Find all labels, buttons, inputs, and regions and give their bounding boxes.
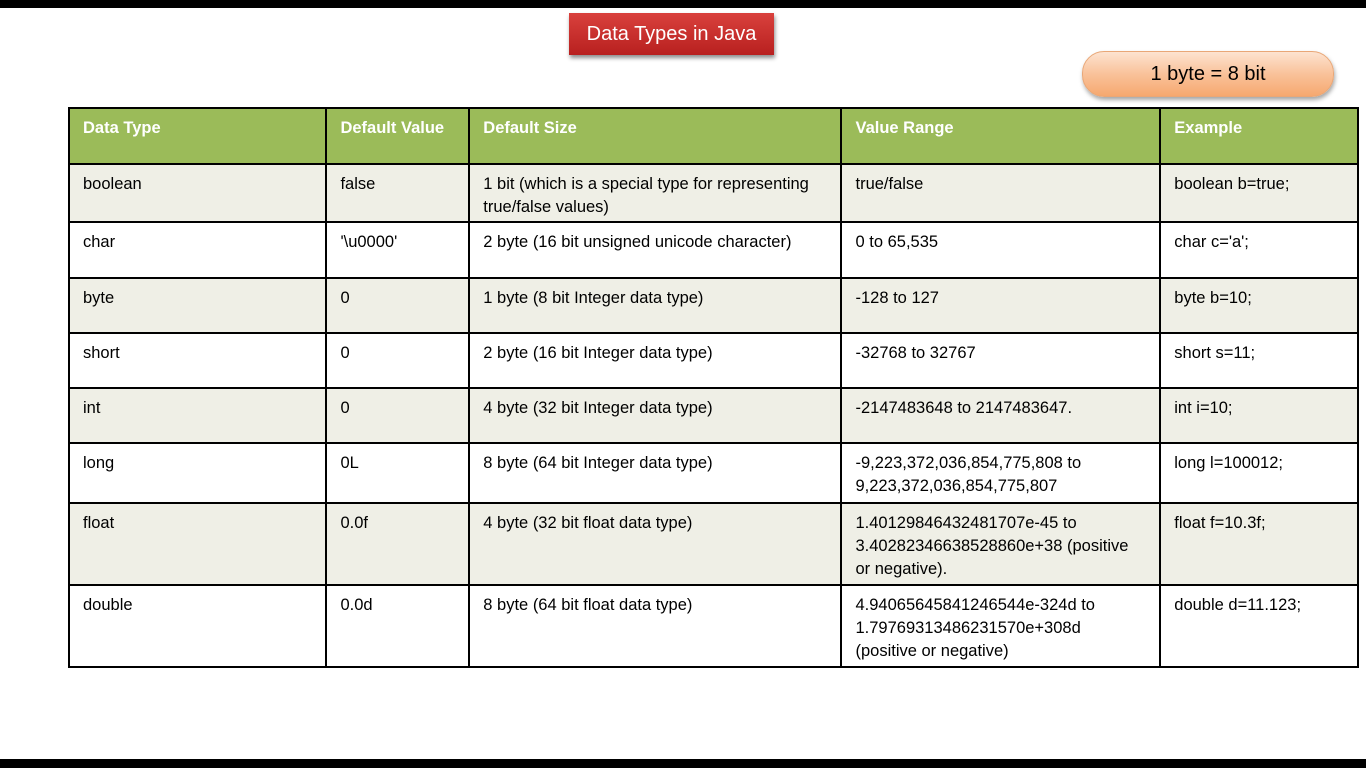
cell-default-size: 2 byte (16 bit unsigned unicode character) [469,222,841,278]
cell-example: boolean b=true; [1160,164,1358,222]
table-header-row [69,108,1358,164]
cell-default-size: 1 bit (which is a special type for representing true/false values) [469,164,841,222]
cell-default-size: 8 byte (64 bit float data type) [469,585,841,667]
cell-example: float f=10.3f; [1160,503,1358,585]
data-types-table [68,107,1359,668]
cell-default-value: false [326,164,469,222]
header-value-range: Value Range [841,108,1160,164]
cell-example: long l=100012; [1160,443,1358,503]
cell-value-range: -128 to 127 [841,278,1160,333]
cell-data-type: byte [69,278,326,333]
cell-default-size: 4 byte (32 bit float data type) [469,503,841,585]
cell-default-value: 0.0f [326,503,469,585]
table-row [69,443,1358,503]
table-row [69,333,1358,388]
cell-data-type: boolean [69,164,326,222]
cell-value-range: -32768 to 32767 [841,333,1160,388]
cell-default-size: 8 byte (64 bit Integer data type) [469,443,841,503]
cell-default-size: 4 byte (32 bit Integer data type) [469,388,841,443]
cell-value-range: true/false [841,164,1160,222]
header-default-value: Default Value [326,108,469,164]
cell-default-value: 0.0d [326,585,469,667]
cell-data-type: float [69,503,326,585]
header-example: Example [1160,108,1358,164]
table-row [69,388,1358,443]
header-default-size: Default Size [469,108,841,164]
cell-example: char c='a'; [1160,222,1358,278]
cell-default-value: 0 [326,278,469,333]
cell-value-range: 1.40129846432481707e-45 to 3.40282346638528860e+38 (positive or negative). [841,503,1160,585]
cell-data-type: short [69,333,326,388]
cell-data-type: long [69,443,326,503]
cell-data-type: char [69,222,326,278]
cell-default-value: '\u0000' [326,222,469,278]
slide-title: Data Types in Java [569,13,774,55]
cell-example: int i=10; [1160,388,1358,443]
table-row [69,164,1358,222]
cell-default-value: 0 [326,333,469,388]
table-row [69,222,1358,278]
cell-data-type: int [69,388,326,443]
header-data-type: Data Type [69,108,326,164]
cell-data-type: double [69,585,326,667]
cell-example: byte b=10; [1160,278,1358,333]
byte-note-badge: 1 byte = 8 bit [1082,51,1334,97]
cell-default-size: 1 byte (8 bit Integer data type) [469,278,841,333]
cell-default-size: 2 byte (16 bit Integer data type) [469,333,841,388]
cell-value-range: -2147483648 to 2147483647. [841,388,1160,443]
cell-default-value: 0L [326,443,469,503]
cell-value-range: 0 to 65,535 [841,222,1160,278]
slide [0,8,1366,759]
cell-value-range: -9,223,372,036,854,775,808 to 9,223,372,036,854,775,807 [841,443,1160,503]
cell-default-value: 0 [326,388,469,443]
table-row [69,503,1358,585]
cell-example: short s=11; [1160,333,1358,388]
cell-example: double d=11.123; [1160,585,1358,667]
table-row [69,278,1358,333]
table-row [69,585,1358,667]
cell-value-range: 4.94065645841246544e-324d to 1.79769313486231570e+308d (positive or negative) [841,585,1160,667]
